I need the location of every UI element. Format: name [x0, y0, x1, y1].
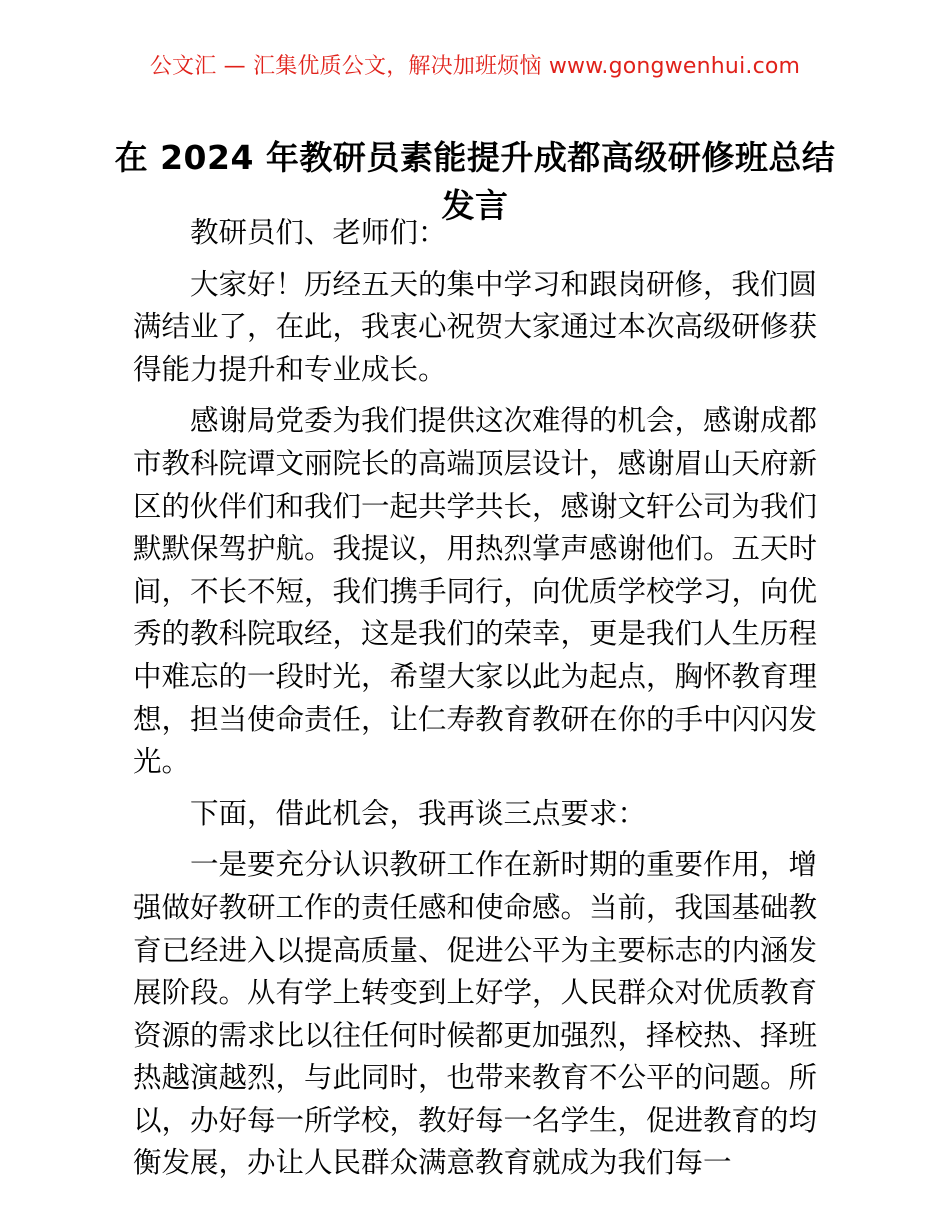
paragraph-transition: 下面，借此机会，我再谈三点要求： — [190, 796, 647, 830]
paragraph-greeting: 大家好！历经五天的集中学习和跟岗研修，我们圆满结业了，在此，我衷心祝贺大家通过本次高级研修获得能力提升和专业成长。 — [133, 267, 818, 386]
document-body — [133, 212, 817, 1185]
watermark-url: www.gongwenhui.com — [548, 54, 801, 79]
paragraph-point-one: 一是要充分认识教研工作在新时期的重要作用，增强做好教研工作的责任感和使命感。当前，我国基础教育已经进入以提高质量、促进公平为主要标志的内涵发展阶段。从有学上转变到上好学，人民群众对优质教育资源的需求比以往任何时候都更加强烈，择校热、择班热越演越烈，与此同时，也带来教育不公平的问题。所以，办好每一所学校，教好每一名学生，促进教育的均衡发展，办让人民群众满意教育就成为我们每一 — [133, 848, 818, 1180]
paragraph-thanks: 感谢局党委为我们提供这次难得的机会，感谢成都市教科院谭文丽院长的高端顶层设计，感谢眉山天府新区的伙伴们和我们一起共学共长，感谢文轩公司为我们默默保驾护航。我提议，用热烈掌声感谢他们。五天时间，不长不短，我们携手同行，向优质学校学习，向优秀的教科院取经，这是我们的荣幸，更是我们人生历程中难忘的一段时光，希望大家以此为起点，胸怀教育理想，担当使命责任，让仁寿教育教研在你的手中闪闪发光。 — [133, 404, 818, 779]
page-title: 在 2024 年教研员素能提升成都高级研修班总结发言 — [114, 138, 836, 226]
watermark-text: 公文汇 — 汇集优质公文，解决加班烦恼 — [149, 54, 542, 79]
watermark-header — [0, 52, 950, 82]
paragraph-salutation: 教研员们、老师们： — [190, 216, 447, 249]
